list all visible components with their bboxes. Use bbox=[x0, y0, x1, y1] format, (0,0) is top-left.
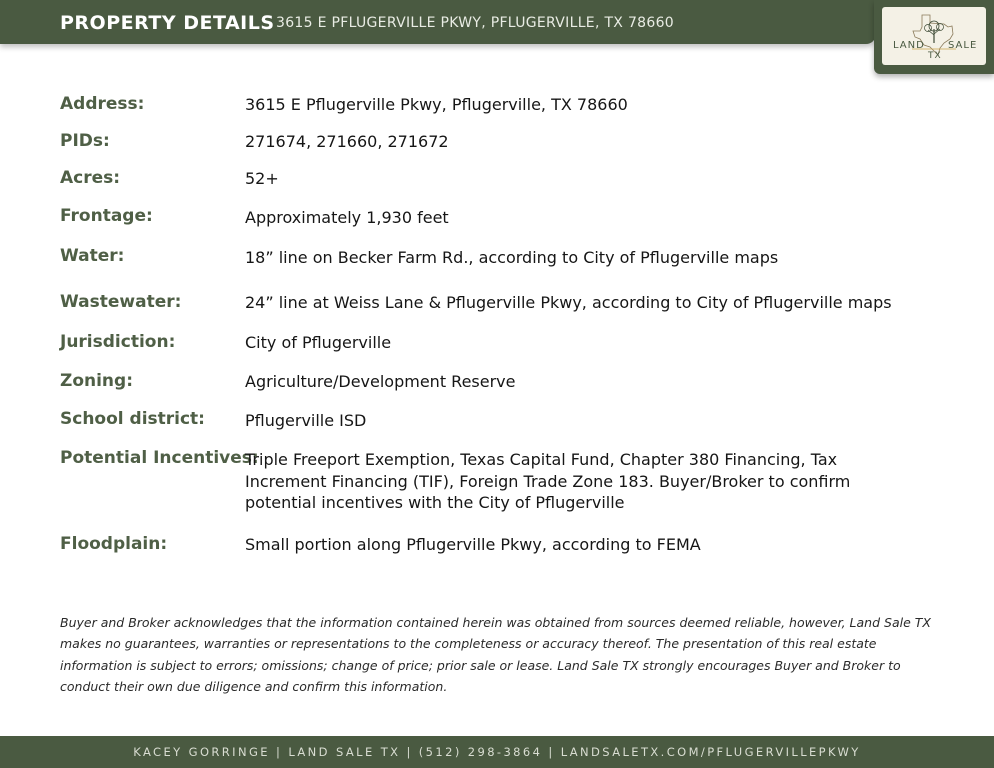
logo-text-land: LAND bbox=[893, 40, 925, 51]
jurisdiction-label: Jurisdiction: bbox=[60, 332, 176, 352]
school-district-label: School district: bbox=[60, 409, 205, 429]
jurisdiction-value: City of Pflugerville bbox=[245, 333, 392, 352]
page-title: PROPERTY DETAILS bbox=[60, 12, 275, 34]
zoning-label: Zoning: bbox=[60, 371, 134, 391]
floodplain-label: Floodplain: bbox=[60, 534, 168, 554]
floodplain-value: Small portion along Pflugerville Pkwy, according to FEMA bbox=[245, 535, 701, 554]
footer-bar bbox=[0, 736, 994, 768]
frontage-value: Approximately 1,930 feet bbox=[245, 208, 449, 227]
logo bbox=[882, 7, 986, 65]
frontage-label: Frontage: bbox=[60, 206, 153, 226]
logo-text-tx: TX bbox=[928, 51, 942, 61]
logo-tab bbox=[874, 0, 994, 74]
pids-value: 271674, 271660, 271672 bbox=[245, 132, 449, 151]
header-address: 3615 E PFLUGERVILLE PKWY, PFLUGERVILLE, TX 78660 bbox=[276, 15, 674, 31]
footer-contact-text: KACEY GORRINGE | LAND SALE TX | (512) 298-3864 | LANDSALETX.COM/PFLUGERVILLEPKWY bbox=[133, 745, 861, 759]
acres-value: 52+ bbox=[245, 169, 279, 188]
wastewater-label: Wastewater: bbox=[60, 292, 182, 312]
wastewater-value: 24” line at Weiss Lane & Pflugerville Pkwy, according to City of Pflugerville maps bbox=[245, 293, 892, 312]
potential-incentives-label: Potential Incentives: bbox=[60, 448, 259, 468]
address-label: Address: bbox=[60, 94, 145, 114]
disclaimer-text: Buyer and Broker acknowledges that the information contained herein was obtained from sources deemed reliable, however, Land Sale TX makes no guarantees, warranties or representations to the completeness or accuracy thereof. The presentation of this real estate information is subject to errors; omissions; change of price; prior sale or lease. Land Sale TX strongly encourages Buyer and Broker to conduct their own due diligence and confirm this information. bbox=[60, 615, 931, 694]
potential-incentives-value: Triple Freeport Exemption, Texas Capital Fund, Chapter 380 Financing, Tax Increment Financing (TIF), Foreign Trade Zone 183. Buyer/Broker to confirm potential incentives with the City of Pflugerville bbox=[245, 450, 851, 512]
acres-label: Acres: bbox=[60, 168, 121, 188]
zoning-value: Agriculture/Development Reserve bbox=[245, 372, 516, 391]
logo-text-sale: SALE bbox=[948, 40, 978, 51]
water-label: Water: bbox=[60, 246, 125, 266]
water-value: 18” line on Becker Farm Rd., according to City of Pflugerville maps bbox=[245, 248, 779, 267]
address-value: 3615 E Pflugerville Pkwy, Pflugerville, TX 78660 bbox=[245, 95, 628, 114]
school-district-value: Pflugerville ISD bbox=[245, 411, 367, 430]
header-bar bbox=[0, 0, 876, 44]
pids-label: PIDs: bbox=[60, 131, 110, 151]
